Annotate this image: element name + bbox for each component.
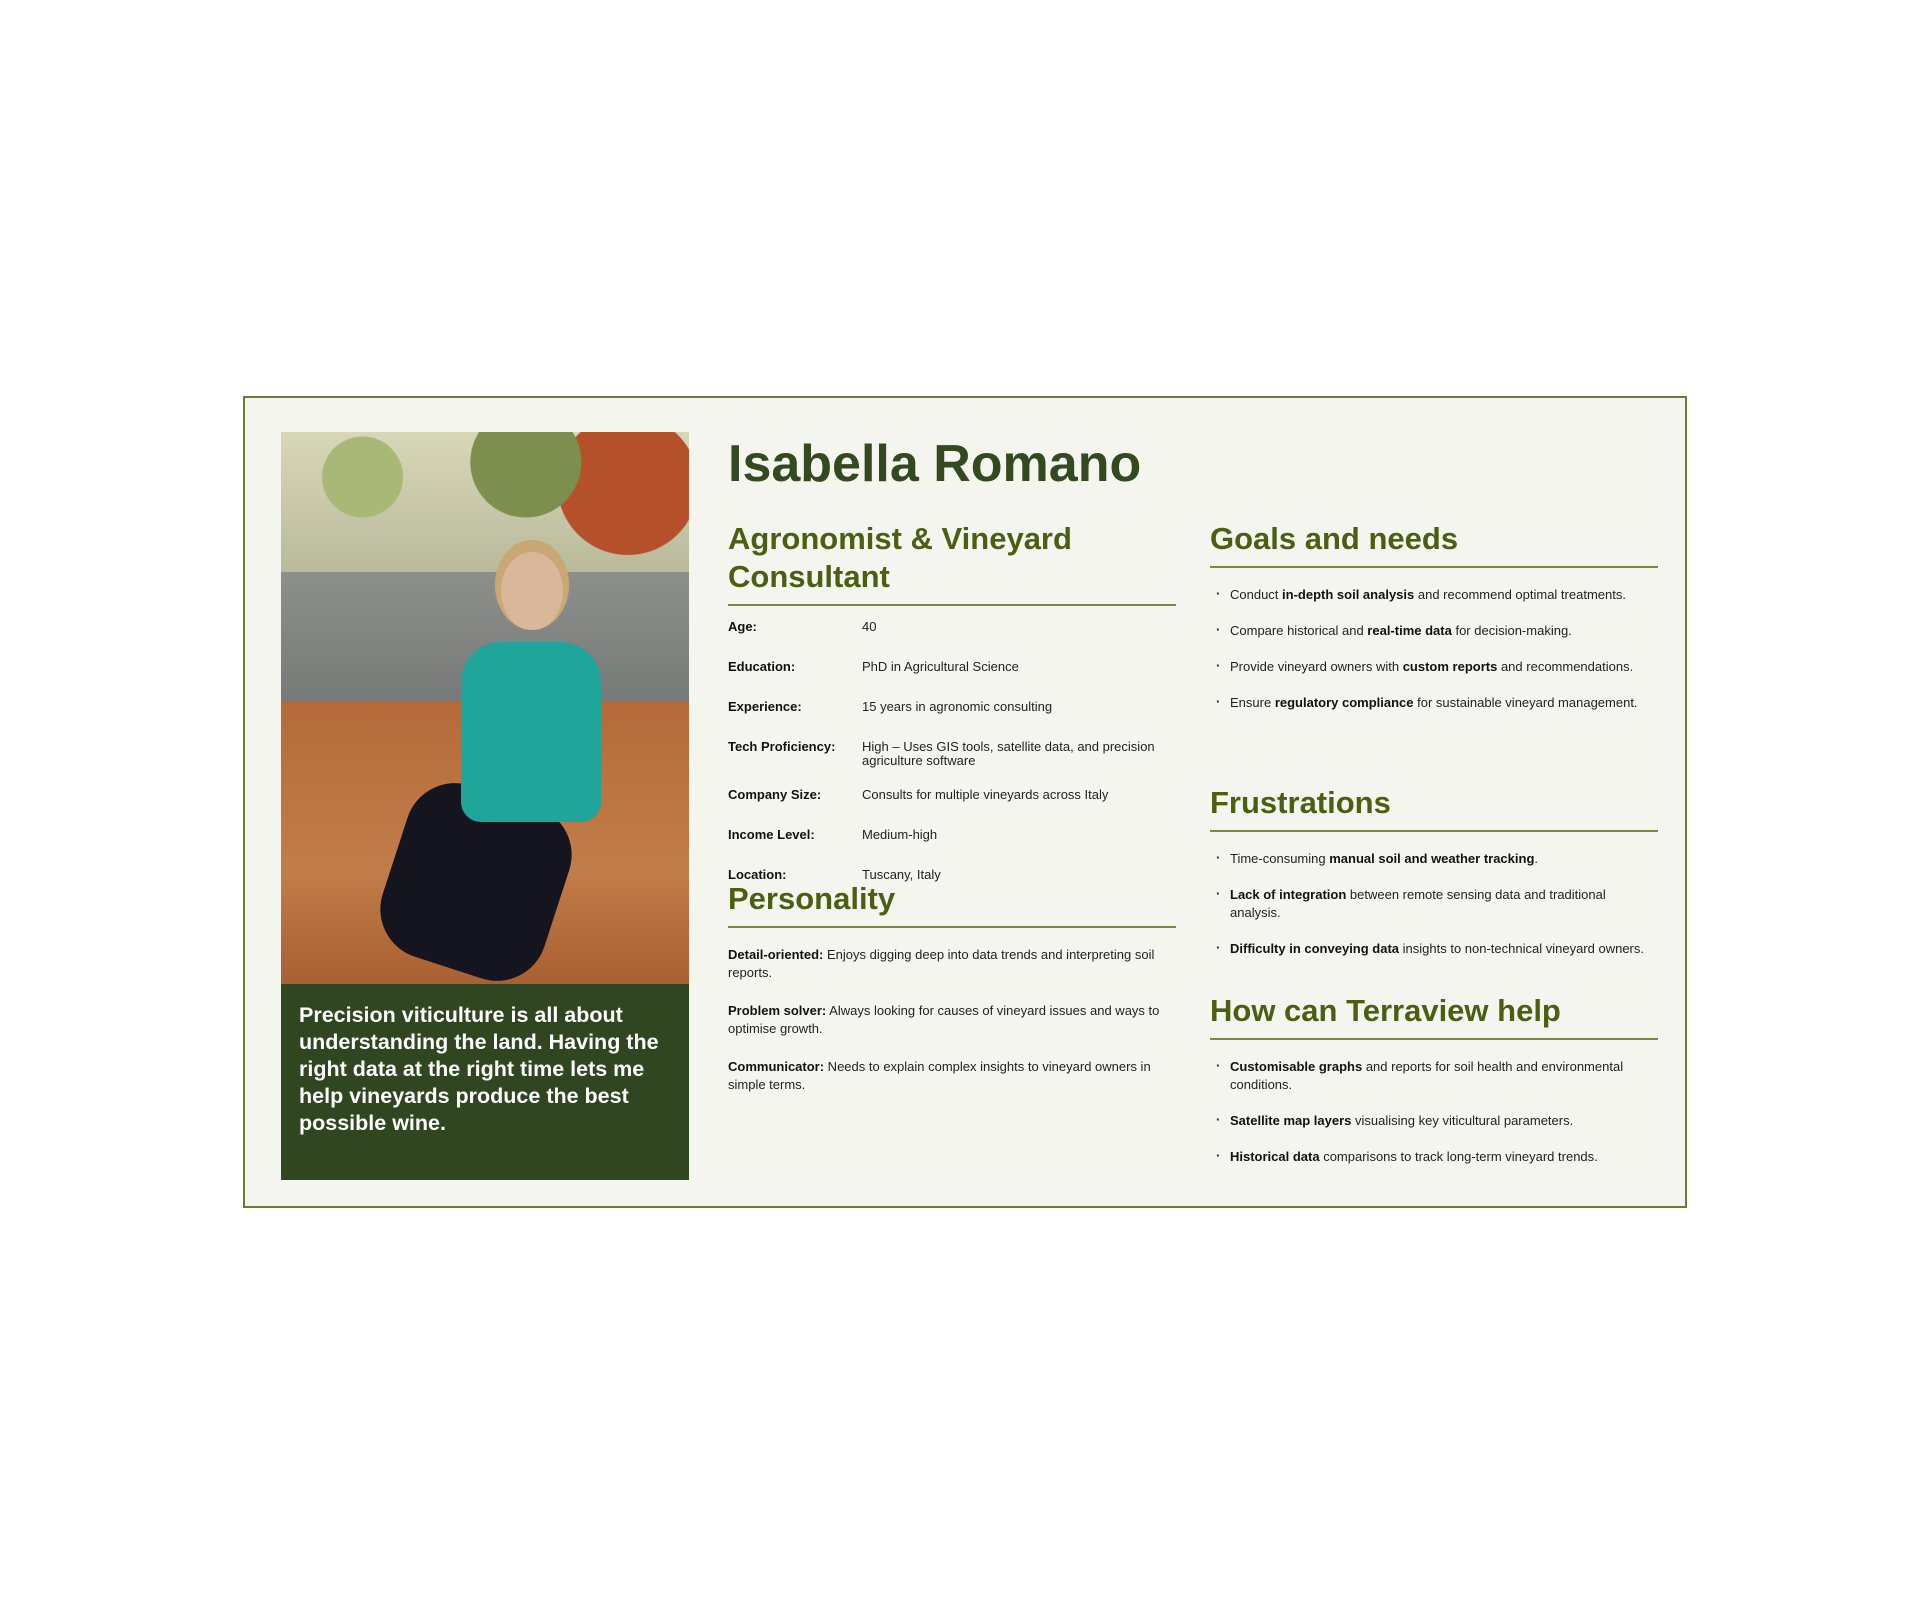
item-emphasis: Difficulty in conveying data [1230,941,1400,956]
detail-label: Experience: [728,699,802,714]
personality-item [728,1002,1176,1038]
item-emphasis: Lack of integration [1230,887,1347,902]
detail-row [728,788,1176,802]
help-item [1210,1148,1658,1166]
role-section [728,520,1176,606]
detail-label: Income Level: [728,827,815,842]
section-divider [728,926,1176,928]
personality-trait: Problem solver: [728,1003,827,1018]
item-text: between remote sensing data and traditional analysis. [1230,887,1606,920]
detail-row [728,660,1176,674]
goals-title: Goals and needs [1210,521,1459,556]
goals-item [1210,622,1658,640]
item-emphasis: Customisable graphs [1230,1059,1363,1074]
personality-list [728,946,1176,1094]
item-text: Time-consuming [1230,851,1330,866]
detail-label: Location: [728,867,787,882]
frustrations-section [1210,784,1658,976]
item-text: and recommend optimal treatments. [1414,587,1626,602]
personality-title: Personality [728,881,896,916]
section-divider [1210,830,1658,832]
detail-row [728,828,1176,842]
frustrations-item [1210,940,1658,958]
item-text: Conduct [1230,587,1283,602]
item-text: . [1534,851,1539,866]
item-emphasis: real-time data [1367,623,1452,638]
item-emphasis: Historical data [1230,1149,1320,1164]
details-list [728,620,1176,908]
item-emphasis: regulatory compliance [1274,695,1414,710]
goals-item [1210,586,1658,604]
frustrations-item [1210,886,1658,922]
item-text: comparisons to track long-term vineyard trends. [1319,1149,1598,1164]
goals-section [1210,520,1658,730]
detail-label: Education: [728,659,796,674]
item-text: Compare historical and [1230,623,1368,638]
detail-value: High – Uses GIS tools, satellite data, and precision agriculture software [862,739,1155,768]
frustrations-list [1210,850,1658,958]
personality-description: Always looking for causes of vineyard issues and ways to optimise growth. [728,1003,1160,1036]
persona-name: Isabella Romano [728,435,1142,493]
detail-label: Age: [728,619,757,634]
detail-value: 15 years in agronomic consulting [862,699,1053,714]
personality-item [728,1058,1176,1094]
detail-row [728,620,1176,634]
item-text: and reports for soil health and environmental conditions. [1230,1059,1624,1092]
personality-description: Enjoys digging deep into data trends and interpreting soil reports. [728,947,1155,980]
persona-photo [281,432,689,984]
personality-description: Needs to explain complex insights to vineyard owners in simple terms. [728,1059,1151,1092]
item-text: visualising key viticultural parameters. [1351,1113,1574,1128]
help-list [1210,1058,1658,1166]
section-divider [1210,566,1658,568]
section-divider [1210,1038,1658,1040]
detail-row [728,700,1176,714]
personality-item [728,946,1176,982]
detail-value: Tuscany, Italy [862,867,941,882]
persona-quote: Precision viticulture is all about understanding the land. Having the right data at the right time lets me help vineyards produce the best possible wine. [299,1003,659,1135]
detail-value: 40 [862,619,877,634]
person-shirt [461,642,601,822]
personality-trait: Communicator: [728,1059,825,1074]
detail-row [728,740,1176,768]
frustrations-item [1210,850,1658,868]
person-figure [431,552,631,972]
persona-card [243,396,1687,1208]
item-text: Provide vineyard owners with [1230,659,1403,674]
help-title: How can Terraview help [1210,993,1561,1028]
person-head [501,552,563,630]
goals-item [1210,694,1658,712]
detail-label: Tech Proficiency: [728,739,836,754]
item-text: for decision-making. [1451,623,1572,638]
left-column [281,432,689,1180]
goals-item [1210,658,1658,676]
item-text: and recommendations. [1497,659,1634,674]
item-emphasis: Satellite map layers [1230,1113,1352,1128]
personality-trait: Detail-oriented: [728,947,824,962]
frustrations-title: Frustrations [1210,785,1391,820]
section-divider [728,604,1176,606]
help-item [1210,1058,1658,1094]
goals-list [1210,586,1658,712]
item-emphasis: custom reports [1402,659,1498,674]
item-text: Ensure [1230,695,1275,710]
detail-value: PhD in Agricultural Science [862,659,1019,674]
help-section [1210,992,1658,1184]
detail-value: Medium-high [862,827,938,842]
item-text: for sustainable vineyard management. [1413,695,1638,710]
persona-role: Agronomist & Vineyard Consultant [728,521,1072,594]
help-item [1210,1112,1658,1130]
detail-value: Consults for multiple vineyards across Italy [862,787,1109,802]
item-emphasis: manual soil and weather tracking [1329,851,1535,866]
personality-section [728,880,1176,1114]
item-text: insights to non-technical vineyard owners. [1399,941,1644,956]
quote-box [281,984,689,1180]
item-emphasis: in-depth soil analysis [1282,587,1415,602]
detail-label: Company Size: [728,787,822,802]
